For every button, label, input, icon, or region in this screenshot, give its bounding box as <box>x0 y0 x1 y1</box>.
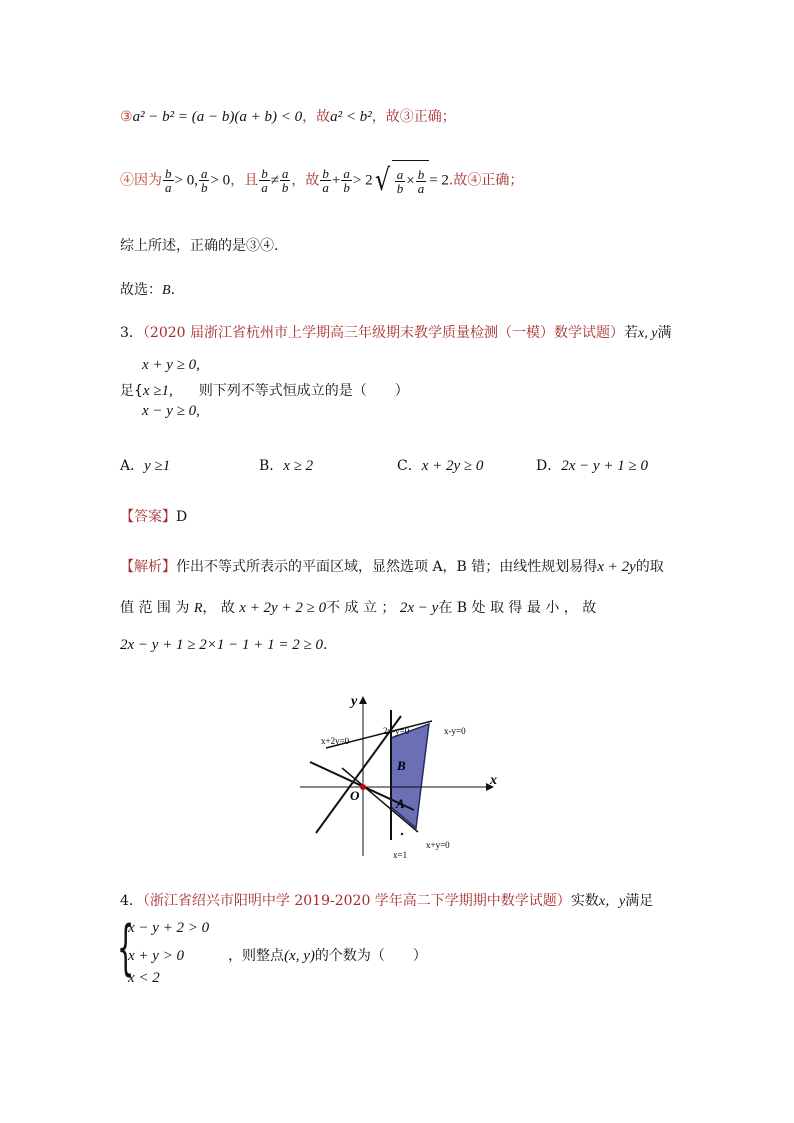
item4-line <box>120 160 523 201</box>
item3-line <box>120 106 456 126</box>
analysis-tag: 【解析】 <box>120 559 176 575</box>
item4-tail: .故④正确； <box>448 172 524 189</box>
item3-tail: ，故③正确； <box>371 109 456 125</box>
item3-mid: ，故 <box>302 109 331 125</box>
item3-prefix: ③ <box>120 109 133 125</box>
axis-x-label: x <box>490 773 497 788</box>
and-text: ，且 <box>230 172 259 189</box>
point-a-label: A <box>396 796 405 811</box>
y-axis-arrow-icon <box>359 696 367 704</box>
sqrt-icon: √ <box>374 162 390 198</box>
sqrt-content: $\frac{a}{b}$ × $\frac{b}{a}$ <box>392 160 429 201</box>
fraction-a-over-b: $\frac{a}{b}$ <box>200 166 208 195</box>
analysis-line3: 2x − y + 1 ≥ 2×1 − 1 + 1 = 2 ≥ 0. <box>120 637 328 653</box>
fraction-a-over-b-3: $\frac{a}{b}$ <box>343 166 350 195</box>
q3-sys3: x − y ≥ 0, <box>142 403 200 419</box>
q4-brace-icon: { <box>117 913 135 983</box>
item3-conclusion: a² < b² <box>330 109 372 125</box>
gt-zero-2: > 0 <box>210 172 231 189</box>
option-c[interactable]: C．x + 2y ≥ 0 <box>397 458 484 474</box>
fraction-b-over-a: $\frac{b}{a}$ <box>165 166 172 195</box>
eq-two: = 2 <box>429 172 449 189</box>
origin-point <box>360 784 366 790</box>
q3-source: （2020 届浙江省杭州市上学期高三年级期末教学质量检测（一模）数学试题） <box>142 325 624 341</box>
axis-y-label: y <box>351 694 358 709</box>
q3-sys1: x + y ≥ 0, <box>142 357 200 373</box>
summary: 综上所述，正确的是③④. <box>120 238 279 254</box>
option-a[interactable]: A．y ≥1 <box>120 458 171 474</box>
point-b-label: B <box>397 758 406 773</box>
q4-sys1: x − y + 2 > 0 <box>128 920 210 936</box>
label-x-eq-1: x=1 <box>393 850 408 860</box>
plus-sign: + <box>331 172 341 189</box>
feasible-region-figure <box>296 688 508 860</box>
option-b[interactable]: B．x ≥ 2 <box>259 458 314 474</box>
answer-tag: 【答案】 <box>120 509 176 525</box>
option-d[interactable]: D．2x − y + 1 ≥ 0 <box>536 458 649 474</box>
point-dot <box>401 833 403 835</box>
item3-formula: a² − b² = (a − b)(a + b) < 0 <box>132 109 303 125</box>
label-x-minus-y: x-y=0 <box>444 726 466 736</box>
so-text: ，故 <box>291 172 320 189</box>
q4-sys3: x < 2 <box>128 970 160 986</box>
gt-two: > 2 <box>352 172 373 189</box>
fraction-b-over-a-2: $\frac{b}{a}$ <box>261 166 268 195</box>
choice-line: 故选：B. <box>120 282 176 298</box>
answer-line <box>120 506 187 526</box>
origin-label: O <box>350 788 360 803</box>
label-2x-minus-y: 2x-y=0 <box>383 726 410 736</box>
neq-sign: ≠ <box>270 172 279 189</box>
q3-line2: 足{x ≥1, 则下列不等式恒成立的是（ ） <box>120 383 409 399</box>
shaded-region <box>391 724 429 828</box>
q4-header: 4．（浙江省绍兴市阳明中学 2019-2020 学年高二下学期期中数学试题）实数x，y满足 <box>120 893 654 909</box>
q3-header: 3．（2020 届浙江省杭州市上学期高三年级期末教学质量检测（一模）数学试题）若x, y满 <box>120 325 672 341</box>
q4-source: （浙江省绍兴市阳明中学 2019-2020 学年高二下学期期中数学试题） <box>142 893 571 909</box>
item4-prefix: ④因为 <box>120 172 162 189</box>
analysis-line1: 【解析】作出不等式所表示的平面区域，显然选项 A，B 错；由线性规划易得x + 2y的取 <box>120 559 664 575</box>
analysis-line2: 值 范 围 为 R， 故 x + 2y + 2 ≥ 0不 成 立 ； 2x − y在 B 处 取 得 最 小 ， 故 <box>120 600 597 616</box>
q4-line2: x + y > 0 ，则整点(x, y)的个数为（ ） <box>128 948 427 964</box>
fraction-b-over-a-3: $\frac{b}{a}$ <box>322 166 329 195</box>
fraction-a-over-b-2: $\frac{a}{b}$ <box>281 166 289 195</box>
gt-zero-1: > 0, <box>174 172 198 189</box>
label-x-plus-y: x+y=0 <box>426 840 450 850</box>
label-x-plus-2y: x+2y=0 <box>321 736 350 746</box>
answer-value: D <box>176 509 188 525</box>
